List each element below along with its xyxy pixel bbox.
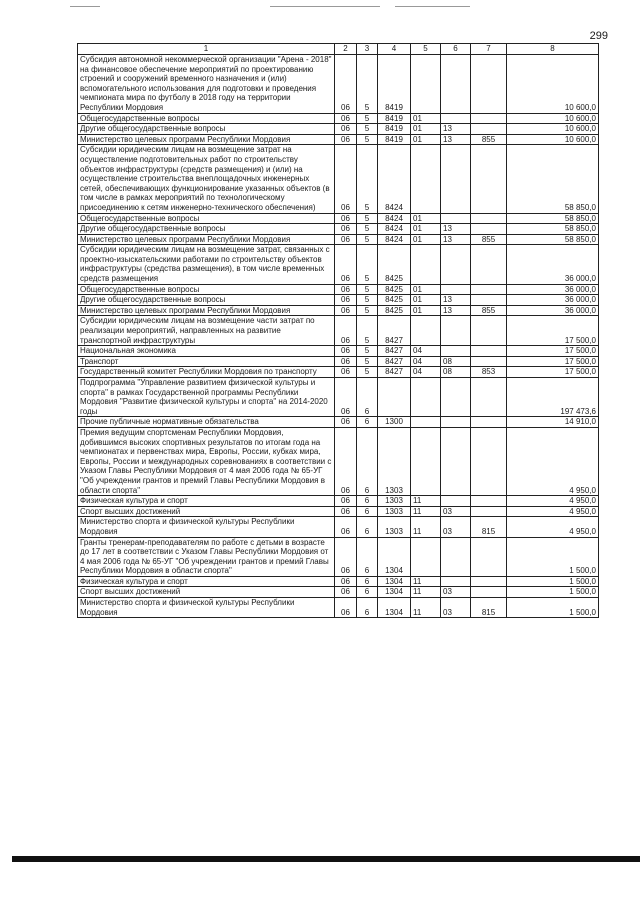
row-name-cell: Министерство целевых программ Республики Мордовия [78, 234, 335, 245]
row-name-cell: Субсидии юридическим лицам на возмещение затрат на осуществление подготовительных работ по строительству объектов инфраструктуры (средств размещения) и (или) на осуществление строительства внеплощадочных инженерных сетей, обеспечивающих функционирование указанных объектов (в том числе в рамках мероприятий по технологическому присоединению к сетям инженерно-технического обеспечения) [78, 145, 335, 213]
row-code-cell [471, 124, 507, 135]
row-name-cell: Субсидия автономной некоммерческой организации "Арена - 2018" на финансовое обеспечение мероприятий по проектированию строений и сооружений временного назначения и (или) вспомогательного использования для подготовки и проведения чемпионата мира по футболу в 2018 году на территории Республики Мордовия [78, 55, 335, 114]
row-code-cell [441, 576, 471, 587]
row-code-cell: 01 [411, 113, 441, 124]
row-code-cell: 5 [357, 305, 378, 316]
row-name-cell: Физическая культура и спорт [78, 496, 335, 507]
row-name-cell: Подпрограмма "Управление развитием физической культуры и спорта" в рамках Государственной программы Республики Мордовия "Развитие физической культуры и спорта" на 2014-2020 годы [78, 378, 335, 417]
table-row [78, 245, 599, 284]
row-code-cell [441, 245, 471, 284]
row-code-cell: 5 [357, 213, 378, 224]
row-code-cell: 01 [411, 295, 441, 306]
row-code-cell: 8424 [378, 213, 411, 224]
table-row [78, 496, 599, 507]
table-row [78, 134, 599, 145]
row-code-cell: 04 [411, 367, 441, 378]
row-code-cell [471, 576, 507, 587]
row-code-cell: 1304 [378, 576, 411, 587]
row-code-cell: 04 [411, 346, 441, 357]
row-sum-cell: 36 000,0 [507, 305, 599, 316]
row-code-cell: 06 [335, 356, 357, 367]
row-code-cell: 06 [335, 245, 357, 284]
table-row [78, 295, 599, 306]
row-code-cell: 8424 [378, 224, 411, 235]
column-header: 2 [335, 44, 357, 55]
row-code-cell: 03 [441, 506, 471, 517]
row-code-cell: 06 [335, 55, 357, 114]
row-code-cell [471, 417, 507, 428]
row-code-cell: 06 [335, 496, 357, 507]
row-code-cell [471, 245, 507, 284]
row-sum-cell: 36 000,0 [507, 284, 599, 295]
row-code-cell: 8425 [378, 305, 411, 316]
row-code-cell: 8425 [378, 245, 411, 284]
row-code-cell: 5 [357, 316, 378, 346]
table-row [78, 587, 599, 598]
row-sum-cell: 10 600,0 [507, 113, 599, 124]
row-name-cell: Субсидии юридическим лицам на возмещение части затрат по реализации мероприятий, направленных на развитие транспортной инфраструктуры [78, 316, 335, 346]
row-code-cell: 8427 [378, 367, 411, 378]
row-code-cell: 01 [411, 284, 441, 295]
row-code-cell [471, 346, 507, 357]
row-code-cell: 5 [357, 245, 378, 284]
row-code-cell [471, 55, 507, 114]
table-row [78, 367, 599, 378]
row-code-cell: 01 [411, 305, 441, 316]
row-code-cell [471, 587, 507, 598]
row-code-cell: 06 [335, 145, 357, 213]
row-code-cell: 8427 [378, 346, 411, 357]
row-code-cell: 5 [357, 295, 378, 306]
row-sum-cell: 17 500,0 [507, 356, 599, 367]
row-sum-cell: 14 910,0 [507, 417, 599, 428]
row-code-cell: 1303 [378, 506, 411, 517]
row-code-cell: 5 [357, 113, 378, 124]
row-code-cell [441, 537, 471, 576]
row-name-cell: Национальная экономика [78, 346, 335, 357]
row-sum-cell: 4 950,0 [507, 517, 599, 537]
row-code-cell [471, 213, 507, 224]
row-code-cell: 06 [335, 506, 357, 517]
row-code-cell: 06 [335, 598, 357, 618]
row-code-cell: 6 [357, 496, 378, 507]
table-row [78, 145, 599, 213]
row-code-cell: 06 [335, 378, 357, 417]
row-code-cell [441, 417, 471, 428]
row-code-cell: 1304 [378, 598, 411, 618]
row-code-cell: 01 [411, 224, 441, 235]
row-code-cell: 8419 [378, 134, 411, 145]
table-row [78, 224, 599, 235]
row-code-cell [471, 427, 507, 495]
row-name-cell: Министерство спорта и физической культуры Республики Мордовия [78, 517, 335, 537]
row-code-cell: 1300 [378, 417, 411, 428]
row-sum-cell: 1 500,0 [507, 576, 599, 587]
row-code-cell: 8427 [378, 356, 411, 367]
table-row [78, 213, 599, 224]
row-code-cell: 8419 [378, 124, 411, 135]
row-name-cell: Премия ведущим спортсменам Республики Мордовия, добившимся высоких спортивных результатов по итогам года на чемпионатах и первенствах мира, Европы, России, кубках мира, Европы, России и международных соревнованиях в соответствии с Указом Главы Республики Мордовия от 4 мая 2006 года № 65-УГ "Об учреждении грантов и премий Главы Республики Мордовия в области спорта" [78, 427, 335, 495]
row-code-cell: 13 [441, 305, 471, 316]
row-code-cell [378, 378, 411, 417]
row-sum-cell: 10 600,0 [507, 55, 599, 114]
row-code-cell: 11 [411, 496, 441, 507]
row-code-cell: 6 [357, 598, 378, 618]
row-code-cell: 08 [441, 367, 471, 378]
row-code-cell: 8419 [378, 113, 411, 124]
row-code-cell: 08 [441, 356, 471, 367]
row-code-cell [471, 496, 507, 507]
scan-mark-right [395, 6, 470, 7]
scan-mark-left [70, 6, 100, 7]
row-code-cell: 6 [357, 506, 378, 517]
budget-table [77, 43, 599, 618]
row-code-cell: 853 [471, 367, 507, 378]
table-row [78, 234, 599, 245]
row-code-cell [441, 378, 471, 417]
row-code-cell: 13 [441, 234, 471, 245]
column-header: 4 [378, 44, 411, 55]
row-code-cell: 5 [357, 356, 378, 367]
row-code-cell: 06 [335, 417, 357, 428]
row-code-cell [441, 427, 471, 495]
row-sum-cell: 1 500,0 [507, 537, 599, 576]
row-name-cell: Общегосударственные вопросы [78, 284, 335, 295]
row-code-cell: 8425 [378, 284, 411, 295]
row-code-cell: 13 [441, 124, 471, 135]
row-code-cell: 06 [335, 316, 357, 346]
row-sum-cell: 58 850,0 [507, 234, 599, 245]
row-code-cell: 11 [411, 576, 441, 587]
row-code-cell: 06 [335, 134, 357, 145]
row-code-cell [441, 213, 471, 224]
row-code-cell: 11 [411, 598, 441, 618]
row-code-cell: 855 [471, 134, 507, 145]
row-code-cell [411, 427, 441, 495]
row-code-cell: 01 [411, 124, 441, 135]
column-header: 8 [507, 44, 599, 55]
row-name-cell: Другие общегосударственные вопросы [78, 224, 335, 235]
row-sum-cell: 10 600,0 [507, 124, 599, 135]
row-code-cell: 13 [441, 224, 471, 235]
row-code-cell: 06 [335, 213, 357, 224]
row-code-cell: 1303 [378, 517, 411, 537]
row-code-cell: 06 [335, 124, 357, 135]
row-code-cell: 03 [441, 587, 471, 598]
row-code-cell: 06 [335, 587, 357, 598]
row-name-cell: Транспорт [78, 356, 335, 367]
row-code-cell: 1303 [378, 496, 411, 507]
row-code-cell [471, 295, 507, 306]
row-name-cell: Министерство целевых программ Республики Мордовия [78, 134, 335, 145]
row-code-cell: 6 [357, 517, 378, 537]
row-code-cell [471, 145, 507, 213]
row-name-cell: Физическая культура и спорт [78, 576, 335, 587]
row-code-cell [441, 55, 471, 114]
table-row [78, 537, 599, 576]
scan-bottom-bar [12, 856, 640, 862]
table-row [78, 356, 599, 367]
row-code-cell: 06 [335, 284, 357, 295]
row-code-cell: 1304 [378, 587, 411, 598]
row-code-cell: 06 [335, 234, 357, 245]
row-code-cell: 04 [411, 356, 441, 367]
scan-mark-center [270, 6, 380, 7]
row-code-cell: 6 [357, 587, 378, 598]
row-sum-cell: 17 500,0 [507, 316, 599, 346]
row-code-cell: 5 [357, 145, 378, 213]
row-code-cell [471, 537, 507, 576]
row-code-cell [411, 145, 441, 213]
row-code-cell: 06 [335, 427, 357, 495]
row-sum-cell: 36 000,0 [507, 245, 599, 284]
row-code-cell: 11 [411, 587, 441, 598]
row-code-cell: 13 [441, 295, 471, 306]
row-code-cell: 5 [357, 224, 378, 235]
row-code-cell: 06 [335, 346, 357, 357]
column-header: 1 [78, 44, 335, 55]
row-sum-cell: 17 500,0 [507, 346, 599, 357]
row-code-cell: 1303 [378, 427, 411, 495]
row-code-cell: 01 [411, 134, 441, 145]
row-code-cell: 5 [357, 134, 378, 145]
row-code-cell [441, 145, 471, 213]
row-code-cell [441, 346, 471, 357]
row-code-cell: 06 [335, 537, 357, 576]
table-row [78, 316, 599, 346]
row-code-cell [411, 378, 441, 417]
row-code-cell: 03 [441, 517, 471, 537]
row-code-cell: 06 [335, 295, 357, 306]
row-code-cell: 6 [357, 417, 378, 428]
table-row [78, 113, 599, 124]
row-code-cell [471, 284, 507, 295]
row-name-cell: Прочие публичные нормативные обязательства [78, 417, 335, 428]
table-row [78, 506, 599, 517]
row-code-cell [471, 356, 507, 367]
row-sum-cell: 4 950,0 [507, 506, 599, 517]
table-row [78, 305, 599, 316]
column-header: 5 [411, 44, 441, 55]
row-code-cell: 8424 [378, 145, 411, 213]
column-header: 3 [357, 44, 378, 55]
row-code-cell: 13 [441, 134, 471, 145]
row-code-cell: 855 [471, 234, 507, 245]
row-code-cell: 6 [357, 576, 378, 587]
row-sum-cell: 17 500,0 [507, 367, 599, 378]
row-code-cell: 6 [357, 378, 378, 417]
row-code-cell: 06 [335, 576, 357, 587]
table-row [78, 598, 599, 618]
table-row [78, 284, 599, 295]
row-code-cell: 1304 [378, 537, 411, 576]
row-code-cell: 01 [411, 234, 441, 245]
row-code-cell: 8427 [378, 316, 411, 346]
row-code-cell [411, 537, 441, 576]
row-name-cell: Общегосударственные вопросы [78, 213, 335, 224]
row-code-cell [411, 245, 441, 284]
row-name-cell: Министерство спорта и физической культуры Республики Мордовия [78, 598, 335, 618]
row-name-cell: Гранты тренерам-преподавателям по работе с детьми в возрасте до 17 лет в соответствии с Указом Главы Республики Мордовия от 4 мая 2006 года № 65-УГ "Об учреждении грантов и премий Главы Республики Мордовия в области спорта" [78, 537, 335, 576]
row-code-cell: 06 [335, 113, 357, 124]
row-sum-cell: 197 473,6 [507, 378, 599, 417]
row-code-cell: 06 [335, 367, 357, 378]
row-sum-cell: 58 850,0 [507, 213, 599, 224]
table-row [78, 124, 599, 135]
table-header-row [78, 44, 599, 55]
row-name-cell: Другие общегосударственные вопросы [78, 124, 335, 135]
table-row [78, 417, 599, 428]
row-sum-cell: 10 600,0 [507, 134, 599, 145]
row-code-cell: 855 [471, 305, 507, 316]
row-sum-cell: 58 850,0 [507, 145, 599, 213]
row-code-cell: 5 [357, 55, 378, 114]
table-row [78, 346, 599, 357]
table-row [78, 576, 599, 587]
table-row [78, 378, 599, 417]
row-code-cell [471, 224, 507, 235]
row-sum-cell: 4 950,0 [507, 496, 599, 507]
row-code-cell [441, 284, 471, 295]
row-name-cell: Спорт высших достижений [78, 587, 335, 598]
row-code-cell [471, 506, 507, 517]
row-code-cell [471, 316, 507, 346]
row-code-cell: 8425 [378, 295, 411, 306]
row-code-cell: 8424 [378, 234, 411, 245]
page-number: 299 [589, 30, 608, 42]
row-code-cell: 6 [357, 427, 378, 495]
row-code-cell: 5 [357, 346, 378, 357]
row-code-cell: 815 [471, 598, 507, 618]
column-header: 7 [471, 44, 507, 55]
row-name-cell: Общегосударственные вопросы [78, 113, 335, 124]
row-code-cell [411, 55, 441, 114]
row-code-cell: 8419 [378, 55, 411, 114]
row-name-cell: Министерство целевых программ Республики Мордовия [78, 305, 335, 316]
row-code-cell [411, 417, 441, 428]
row-name-cell: Субсидии юридическим лицам на возмещение затрат, связанных с проектно-изыскательскими работами по строительству объектов инфраструктуры (средства размещения), в том числе временных средств размещения [78, 245, 335, 284]
row-code-cell: 06 [335, 305, 357, 316]
column-header: 6 [441, 44, 471, 55]
row-code-cell: 11 [411, 517, 441, 537]
row-code-cell: 5 [357, 124, 378, 135]
row-code-cell [441, 496, 471, 507]
row-sum-cell: 1 500,0 [507, 587, 599, 598]
row-code-cell: 5 [357, 367, 378, 378]
row-code-cell: 06 [335, 224, 357, 235]
row-code-cell: 815 [471, 517, 507, 537]
row-code-cell [471, 378, 507, 417]
row-name-cell: Спорт высших достижений [78, 506, 335, 517]
table-row [78, 427, 599, 495]
row-code-cell: 06 [335, 517, 357, 537]
row-name-cell: Другие общегосударственные вопросы [78, 295, 335, 306]
row-sum-cell: 58 850,0 [507, 224, 599, 235]
row-code-cell: 03 [441, 598, 471, 618]
row-sum-cell: 4 950,0 [507, 427, 599, 495]
row-code-cell: 5 [357, 284, 378, 295]
table-row [78, 55, 599, 114]
row-sum-cell: 1 500,0 [507, 598, 599, 618]
row-code-cell [441, 316, 471, 346]
row-code-cell [411, 316, 441, 346]
row-code-cell: 11 [411, 506, 441, 517]
row-code-cell [471, 113, 507, 124]
row-code-cell [441, 113, 471, 124]
table-row [78, 517, 599, 537]
row-sum-cell: 36 000,0 [507, 295, 599, 306]
row-code-cell: 6 [357, 537, 378, 576]
row-code-cell: 01 [411, 213, 441, 224]
row-code-cell: 5 [357, 234, 378, 245]
row-name-cell: Государственный комитет Республики Мордовия по транспорту [78, 367, 335, 378]
